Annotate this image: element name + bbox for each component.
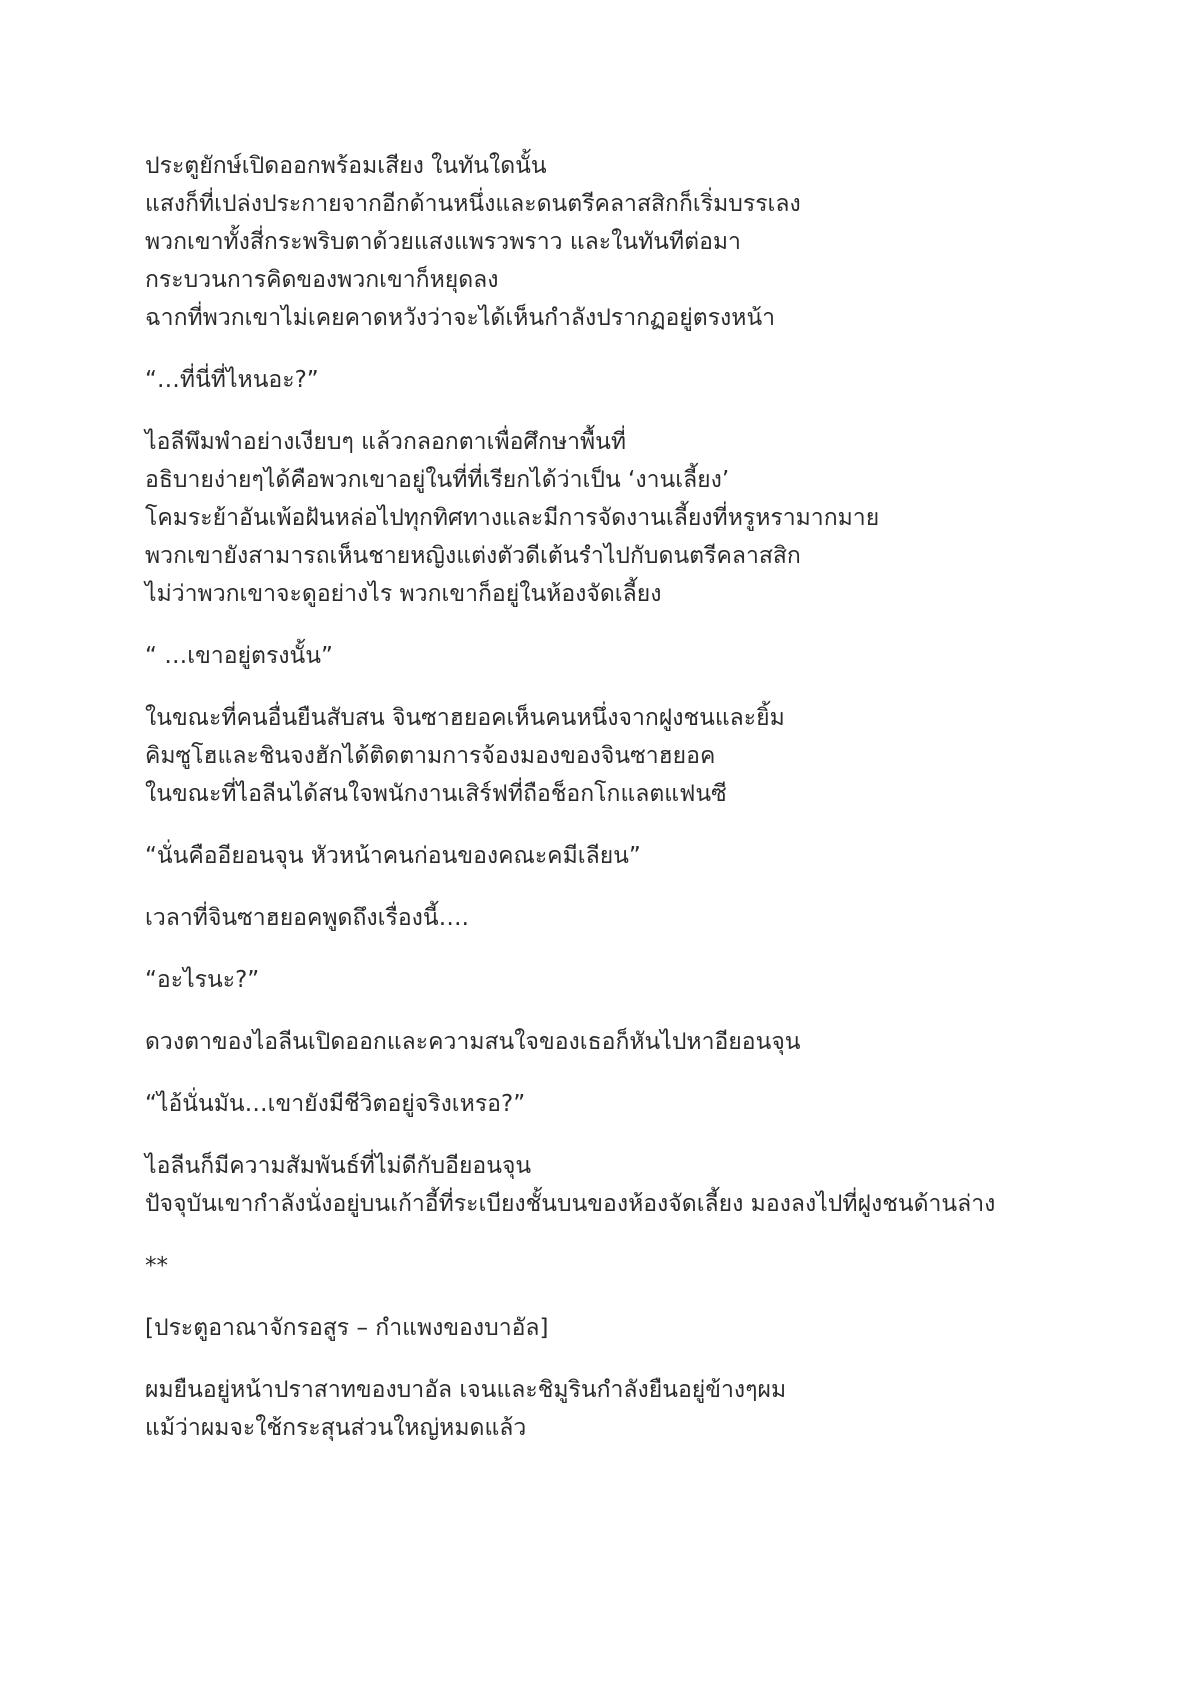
text-line: พวกเขาทั้งสี่กระพริบตาด้วยแสงแพรวพราว และในทันทีต่อมา [145, 229, 741, 255]
paragraph [145, 147, 1145, 337]
text-line: โคมระย้าอันเพ้อฝันหล่อไปทุกทิศทางและมีการจัดงานเลี้ยงที่หรูหรามากมาย [145, 505, 880, 531]
dialogue-line: “ไอ้นั่นมัน…เขายังมีชีวิตอยู่จริงเหรอ?” [145, 1091, 526, 1117]
paragraph [145, 1147, 1145, 1223]
dialogue-paragraph [145, 361, 1145, 399]
text-line: ในขณะที่ไอลีนได้สนใจพนักงานเสิร์ฟที่ถือช็อกโกแลตแฟนซี [145, 781, 727, 807]
text-line: ไอลีนก็มีความสัมพันธ์ที่ไม่ดีกับอียอนจุน [145, 1153, 532, 1179]
dialogue-line: “นั่นคืออียอนจุน หัวหน้าคนก่อนของคณะคมีเลียน” [145, 843, 641, 869]
text-line: อธิบายง่ายๆได้คือพวกเขาอยู่ในที่ที่เรียกได้ว่าเป็น ‘งานเลี้ยง’ [145, 467, 730, 493]
text-line: ผมยืนอยู่หน้าปราสาทของบาอัล เจนและชิมูรินกำลังยืนอยู่ข้างๆผม [145, 1377, 787, 1403]
document-body [145, 147, 1145, 1471]
paragraph [145, 1023, 1145, 1061]
paragraph [145, 1371, 1145, 1447]
text-line: ปัจจุบันเขากำลังนั่งอยู่บนเก้าอี้ที่ระเบียงชั้นบนของห้องจัดเลี้ยง มองลงไปที่ฝูงชนด้านล่าง [145, 1191, 996, 1217]
text-line: ไอลีพึมพำอย่างเงียบๆ แล้วกลอกตาเพื่อศึกษาพื้นที่ [145, 429, 627, 455]
dialogue-paragraph [145, 1085, 1145, 1123]
text-line: คิมซูโฮและชินจงฮักได้ติดตามการจ้องมองของจินซาฮยอค [145, 743, 716, 769]
dialogue-paragraph [145, 837, 1145, 875]
scene-break [145, 1247, 1145, 1285]
paragraph [145, 699, 1145, 813]
dialogue-paragraph [145, 961, 1145, 999]
dialogue-line: “อะไรนะ?” [145, 967, 260, 993]
text-line: ฉากที่พวกเขาไม่เคยคาดหวังว่าจะได้เห็นกำลังปรากฏอยู่ตรงหน้า [145, 305, 776, 331]
location-heading-text: [ประตูอาณาจักรอสูร – กำแพงของบาอัล] [145, 1315, 549, 1341]
text-line: แม้ว่าผมจะใช้กระสุนส่วนใหญ่หมดแล้ว [145, 1415, 527, 1441]
paragraph [145, 423, 1145, 613]
text-line: ดวงตาของไอลีนเปิดออกและความสนใจของเธอก็หันไปหาอียอนจุน [145, 1029, 801, 1055]
text-line: พวกเขายังสามารถเห็นชายหญิงแต่งตัวดีเต้นรำไปกับดนตรีคลาสสิก [145, 543, 801, 569]
dialogue-line: “ …เขาอยู่ตรงนั้น” [145, 643, 333, 669]
dialogue-line: “…ที่นี่ที่ไหนอะ?” [145, 367, 319, 393]
text-line: กระบวนการคิดของพวกเขาก็หยุดลง [145, 267, 499, 293]
dialogue-paragraph [145, 637, 1145, 675]
paragraph [145, 899, 1145, 937]
text-line: แสงก็ที่เปล่งประกายจากอีกด้านหนึ่งและดนตรีคลาสสิกก็เริ่มบรรเลง [145, 191, 801, 217]
text-line: ประตูยักษ์เปิดออกพร้อมเสียง ในทันใดนั้น [145, 153, 547, 179]
scene-break-marker: ** [145, 1253, 168, 1279]
text-line: ในขณะที่คนอื่นยืนสับสน จินซาฮยอคเห็นคนหนึ่งจากฝูงชนและยิ้ม [145, 705, 785, 731]
text-line: ไม่ว่าพวกเขาจะดูอย่างไร พวกเขาก็อยู่ในห้องจัดเลี้ยง [145, 581, 662, 607]
location-heading [145, 1309, 1145, 1347]
text-line: เวลาที่จินซาฮยอคพูดถึงเรื่องนี้…. [145, 905, 469, 931]
